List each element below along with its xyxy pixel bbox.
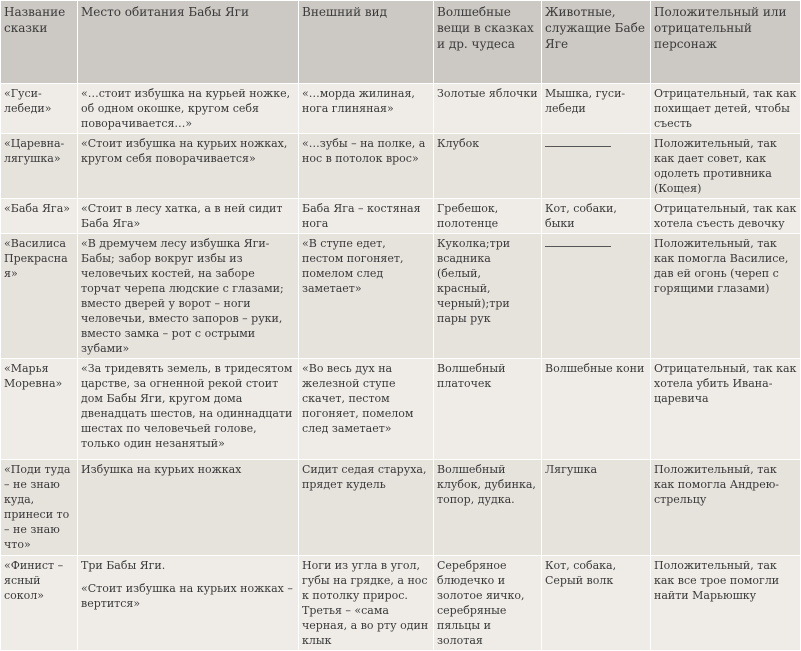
cell-role: Отрицательный, так как хотела съесть девочку xyxy=(651,199,801,234)
table-row xyxy=(1,199,801,234)
cell-magic: Гребешок, полотенце xyxy=(434,199,542,234)
cell-place: «Стоит в лесу хатка, а в ней сидит Баба Яга» xyxy=(78,199,299,234)
table-row xyxy=(1,234,801,359)
cell-place: «…стоит избушка на курьей ножке, об одном окошке, кругом себя поворачивается…» xyxy=(78,84,299,134)
cell-animals xyxy=(542,234,651,359)
table-row xyxy=(1,134,801,199)
cell-animals: Кот, собака, Серый волк xyxy=(542,556,651,651)
cell-look: «Во весь дух на железной ступе скачет, пестом погоняет, помелом след заметает» xyxy=(299,359,434,460)
header-magic: Волшебные вещи в сказках и др. чудеса xyxy=(434,1,542,84)
cell-look: Баба Яга – костяная нога xyxy=(299,199,434,234)
header-row xyxy=(1,1,801,84)
cell-place xyxy=(78,556,299,651)
table-row xyxy=(1,359,801,460)
cell-look xyxy=(299,556,434,651)
cell-magic: Куколка;три всадника (белый, красный, черный);три пары рук xyxy=(434,234,542,359)
cell-magic: Серебряное блюдечко и золотое яичко, серебряные пяльцы и золотая xyxy=(434,556,542,651)
cell-look: Сидит седая старуха, прядет кудель xyxy=(299,460,434,556)
cell-role: Положительный, так как помогла Василисе, дав ей огонь (череп с горящими глазами) xyxy=(651,234,801,359)
table-row xyxy=(1,460,801,556)
cell-magic: Волшебный клубок, дубинка, топор, дудка. xyxy=(434,460,542,556)
cell-animals: Волшебные кони xyxy=(542,359,651,460)
cell-look: «…зубы – на полке, а нос в потолок врос» xyxy=(299,134,434,199)
cell-role: Положительный, так как дает совет, как одолеть противника (Кощея) xyxy=(651,134,801,199)
cell-animals: Мышка, гуси-лебеди xyxy=(542,84,651,134)
cell-animals xyxy=(542,134,651,199)
cell-title: «Финист – ясный сокол» xyxy=(1,556,78,651)
cell-place: «В дремучем лесу избушка Яги-Бабы; забор вокруг избы из человечьих костей, на заборе торчат черепа людские с глазами; вместо дверей у ворот – ноги человечьи, вместо запоров – руки, вместо замка – рот с острыми зубами» xyxy=(78,234,299,359)
cell-place: «За тридевять земель, в тридесятом царстве, за огненной рекой стоит дом Бабы Яги, кругом дома двенадцать шестов, на одиннадцати шестах по человечьей голове, только один незанятый» xyxy=(78,359,299,460)
cell-role: Положительный, так как помогла Андрею-стрельцу xyxy=(651,460,801,556)
header-look: Внешний вид xyxy=(299,1,434,84)
header-place: Место обитания Бабы Яги xyxy=(78,1,299,84)
cell-magic: Золотые яблочки xyxy=(434,84,542,134)
cell-magic: Клубок xyxy=(434,134,542,199)
cell-title: «Гуси-лебеди» xyxy=(1,84,78,134)
cell-place-line1: Три Бабы Яги. xyxy=(81,559,166,572)
table-row xyxy=(1,84,801,134)
header-role: Положительный или отрицательный персонаж xyxy=(651,1,801,84)
header-animals: Животные, служащие Бабе Яге xyxy=(542,1,651,84)
cell-title: «Поди туда – не знаю куда, принеси то – не знаю что» xyxy=(1,460,78,556)
cell-magic: Волшебный платочек xyxy=(434,359,542,460)
cell-title: «Баба Яга» xyxy=(1,199,78,234)
cell-look-line2: Третья – «сама черная, а во рту один клык xyxy=(302,604,429,647)
cell-title: «Василиса Прекрасная» xyxy=(1,234,78,359)
cell-title: «Царевна-лягушка» xyxy=(1,134,78,199)
blank-line xyxy=(545,138,611,147)
table-row xyxy=(1,556,801,651)
blank-line xyxy=(545,238,611,247)
cell-title: «Марья Моревна» xyxy=(1,359,78,460)
cell-animals: Лягушка xyxy=(542,460,651,556)
header-title: Название сказки xyxy=(1,1,78,84)
cell-animals: Кот, собаки, быки xyxy=(542,199,651,234)
cell-role: Отрицательный, так как похищает детей, чтобы съесть xyxy=(651,84,801,134)
cell-role: Отрицательный, так как хотела убить Ивана-царевича xyxy=(651,359,801,460)
cell-role: Положительный, так как все трое помогли найти Марьюшку xyxy=(651,556,801,651)
cell-look-line1: Ноги из угла в угол, губы на грядке, а нос к потолку прирос. xyxy=(302,559,428,602)
cell-look: «…морда жилиная, нога глиняная» xyxy=(299,84,434,134)
cell-place-line2: «Стоит избушка на курьих ножках – вертится» xyxy=(81,582,293,610)
cell-place: Избушка на курьих ножках xyxy=(78,460,299,556)
cell-place: «Стоит избушка на курьих ножках, кругом себя поворачивается» xyxy=(78,134,299,199)
cell-look: «В ступе едет, пестом погоняет, помелом след заметает» xyxy=(299,234,434,359)
